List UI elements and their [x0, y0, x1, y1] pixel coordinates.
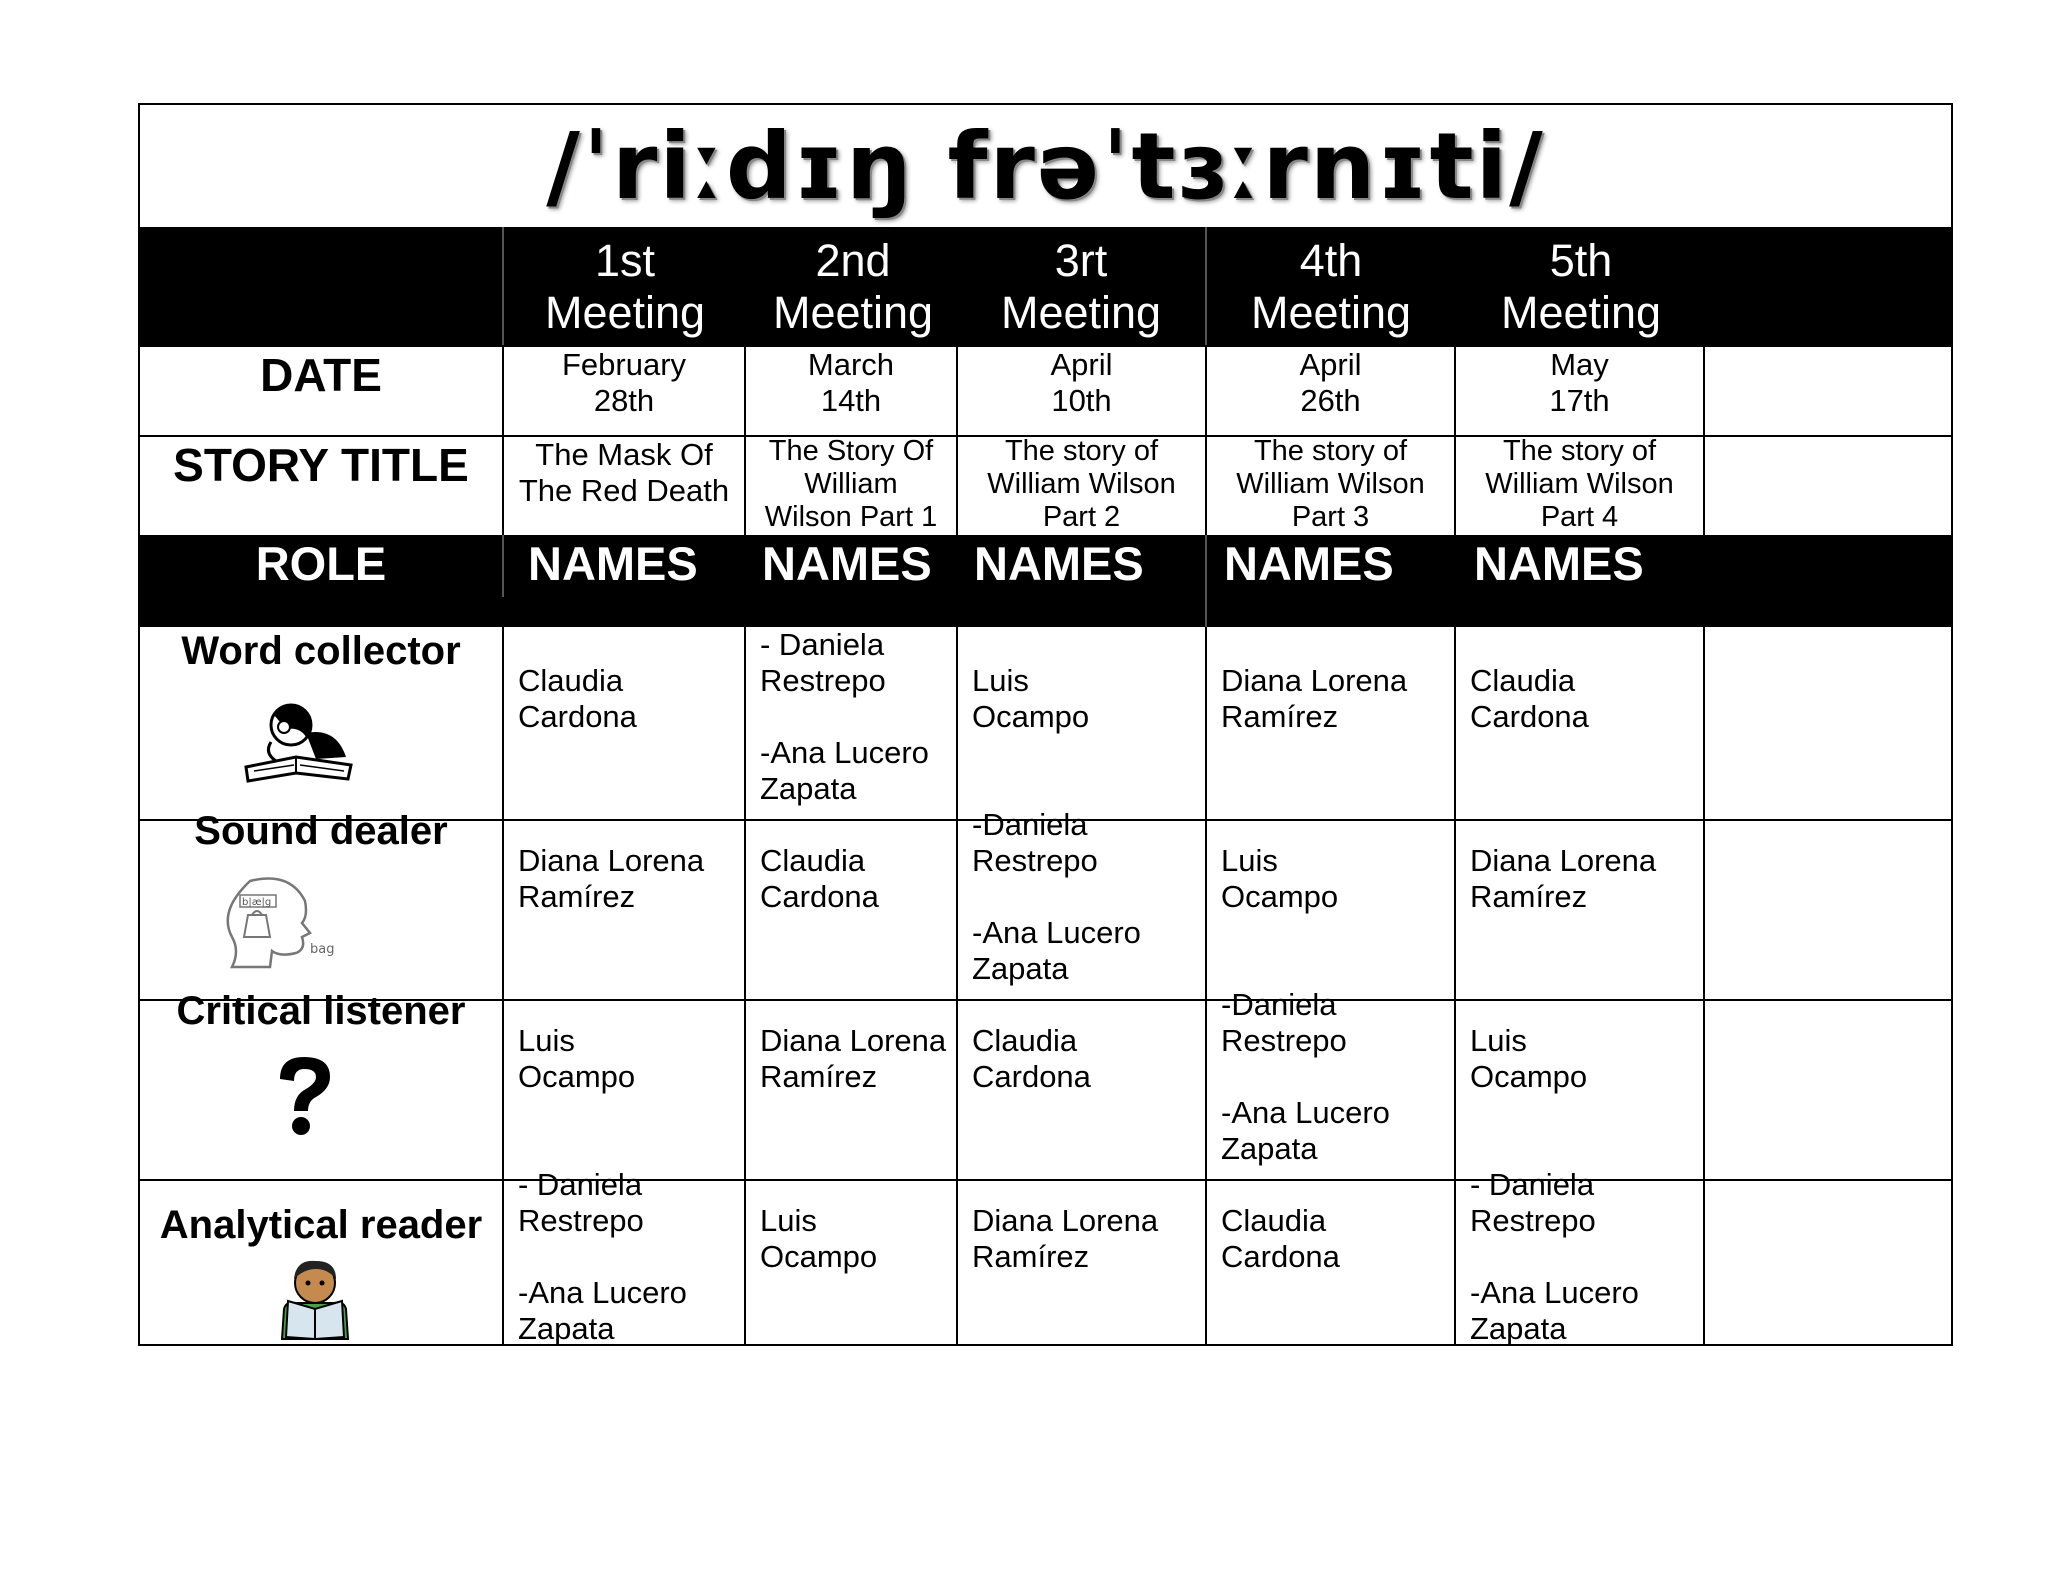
meeting-number: 2nd — [815, 235, 891, 286]
date-label: DATE — [260, 349, 382, 401]
story-cell-4: The story of William Wilson Part 3 — [1236, 435, 1425, 533]
meeting-label: Meeting — [544, 287, 706, 338]
names-header-1: NAMES — [528, 537, 698, 590]
grid-line — [502, 627, 504, 1344]
child-reading-icon — [272, 1255, 358, 1341]
role-header-row — [140, 535, 1951, 627]
role-name-analytical-reader: Analytical reader — [159, 1203, 483, 1247]
grid-line — [956, 627, 958, 1344]
name-cell-r2-c3: -Daniela Restrepo -Ana Lucero Zapata — [972, 807, 1141, 986]
meeting-header-2 — [732, 235, 974, 339]
date-cell-1 — [504, 347, 744, 419]
meeting-header-4 — [1206, 235, 1456, 339]
date-day: 26th — [1300, 383, 1361, 418]
role-header: ROLE — [255, 537, 387, 590]
grid-line — [1205, 627, 1207, 1344]
story-title-label: STORY TITLE — [173, 439, 469, 491]
date-cell-2 — [746, 347, 956, 419]
name-cell-r1-c2: - Daniela Restrepo -Ana Lucero Zapata — [760, 627, 929, 806]
question-mark-icon — [270, 1053, 340, 1137]
title-band — [140, 105, 1951, 229]
header-divider — [1205, 535, 1207, 627]
date-cell-5 — [1456, 347, 1703, 419]
date-day: 14th — [820, 383, 882, 418]
name-cell-r4-c4: Claudia Cardona — [1221, 1203, 1340, 1274]
meeting-header-1 — [504, 235, 746, 339]
names-header-2: NAMES — [762, 537, 932, 590]
date-day: 10th — [1051, 383, 1112, 418]
date-month: February — [561, 347, 687, 382]
name-cell-r2-c5: Diana Lorena Ramírez — [1470, 843, 1657, 914]
header-divider — [502, 535, 504, 597]
date-cell-3 — [958, 347, 1205, 419]
meeting-label: Meeting — [1250, 287, 1412, 338]
names-header-5: NAMES — [1474, 537, 1644, 590]
date-month: April — [1299, 347, 1362, 382]
name-cell-r1-c4: Diana Lorena Ramírez — [1221, 663, 1408, 734]
grid-line — [1454, 627, 1456, 1344]
reading-fraternity-table — [138, 103, 1953, 1346]
name-cell-r3-c2: Diana Lorena Ramírez — [760, 1023, 947, 1094]
name-cell-r3-c3: Claudia Cardona — [972, 1023, 1091, 1094]
meeting-number: 4th — [1299, 235, 1363, 286]
date-month: May — [1550, 347, 1609, 382]
meeting-label: Meeting — [772, 287, 934, 338]
meeting-number: 1st — [594, 235, 656, 286]
grid-line — [1703, 345, 1705, 535]
meeting-header-3 — [956, 235, 1206, 339]
meeting-label: Meeting — [1000, 287, 1162, 338]
meeting-label: Meeting — [1500, 287, 1662, 338]
name-cell-r2-c1: Diana Lorena Ramírez — [518, 843, 705, 914]
role-name-critical-listener: Critical listener — [176, 989, 466, 1033]
meeting-header-row — [140, 227, 1951, 345]
grid-line — [1703, 627, 1705, 1344]
meeting-number: 5th — [1549, 235, 1613, 286]
story-cell-3: The story of William Wilson Part 2 — [987, 435, 1176, 533]
name-cell-r3-c4: -Daniela Restrepo -Ana Lucero Zapata — [1221, 987, 1390, 1166]
meeting-number: 3rt — [1054, 235, 1108, 286]
date-cell-4 — [1207, 347, 1454, 419]
grid-line — [744, 627, 746, 1344]
icon-word: bag — [310, 942, 335, 957]
svg-text:b|æ|g: b|æ|g — [242, 897, 272, 908]
name-cell-r4-c1: - Daniela Restrepo -Ana Lucero Zapata — [518, 1167, 687, 1346]
name-cell-r1-c5: Claudia Cardona — [1470, 663, 1589, 734]
names-header-4: NAMES — [1224, 537, 1394, 590]
page-title: /ˈriːdɪŋ frəˈtɜːrnɪti/ — [546, 112, 1545, 220]
name-cell-r2-c4: Luis Ocampo — [1221, 843, 1339, 914]
name-cell-r1-c3: Luis Ocampo — [972, 663, 1090, 734]
date-day: 28th — [593, 383, 655, 418]
story-cell-1: The Mask Of The Red Death — [518, 437, 730, 508]
story-cell-5: The story of William Wilson Part 4 — [1485, 435, 1674, 533]
names-header-3: NAMES — [974, 537, 1144, 590]
story-cell-2: The Story Of William Wilson Part 1 — [764, 435, 938, 533]
name-cell-r2-c2: Claudia Cardona — [760, 843, 879, 914]
name-cell-r3-c5: Luis Ocampo — [1470, 1023, 1588, 1094]
date-day: 17th — [1549, 383, 1610, 418]
date-month: April — [1050, 347, 1113, 382]
name-cell-r4-c3: Diana Lorena Ramírez — [972, 1203, 1159, 1274]
name-cell-r4-c5: - Daniela Restrepo -Ana Lucero Zapata — [1470, 1167, 1639, 1346]
reading-person-icon — [236, 687, 366, 787]
head-speaking-icon — [210, 871, 340, 971]
name-cell-r3-c1: Luis Ocampo — [518, 1023, 636, 1094]
role-name-word-collector: Word collector — [181, 629, 461, 673]
date-month: March — [807, 347, 895, 382]
name-cell-r1-c1: Claudia Cardona — [518, 663, 637, 734]
name-cell-r4-c2: Luis Ocampo — [760, 1203, 878, 1274]
role-name-sound-dealer: Sound dealer — [194, 809, 448, 853]
meeting-header-5 — [1456, 235, 1706, 339]
